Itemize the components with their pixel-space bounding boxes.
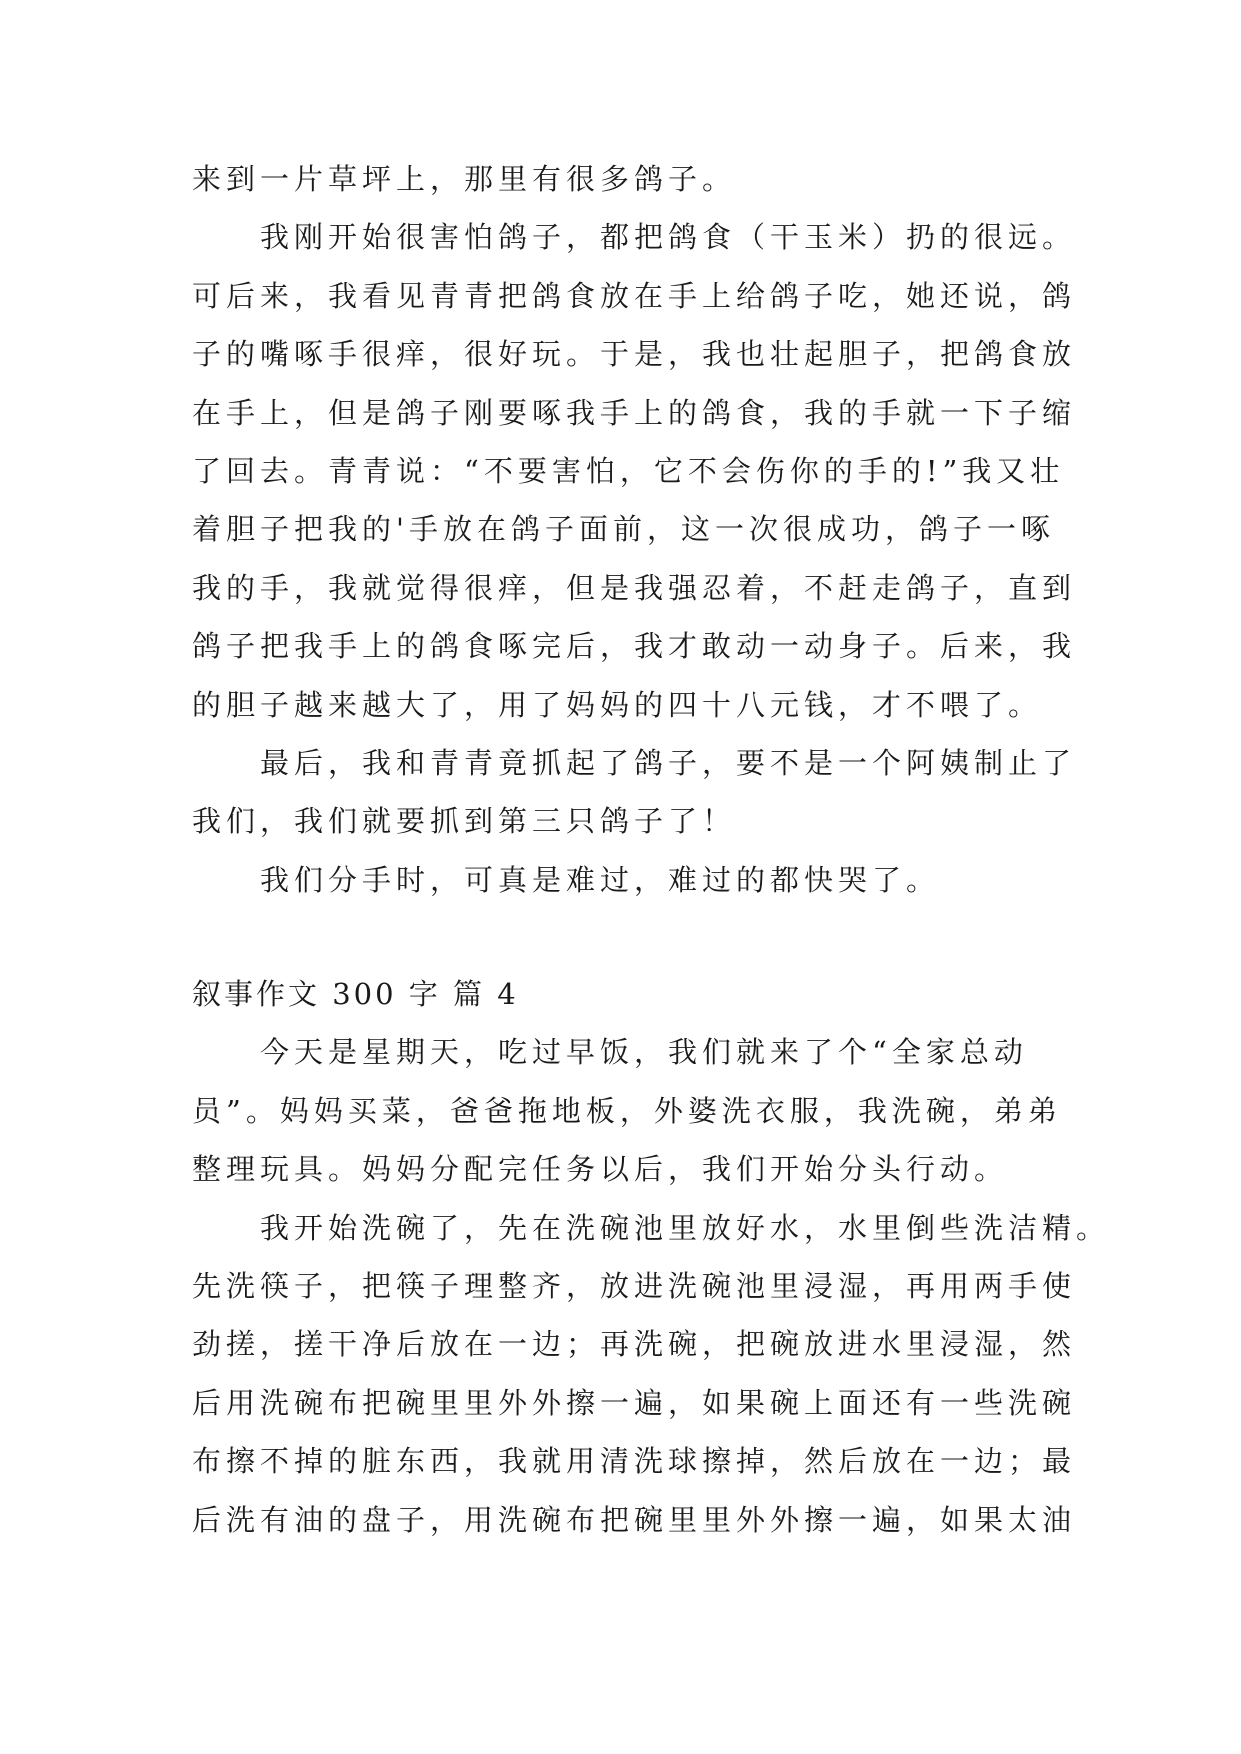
paragraph-start-line: 我们分手时，可真是难过，难过的都快哭了。 [260,862,941,897]
section-gap [192,909,1054,965]
text-line: 了回去。青青说：“不要害怕，它不会伤你的手的!”我又壮 [192,453,1065,488]
paragraph-start-line: 最后，我和青青竟抓起了鸽子，要不是一个阿姨制止了 [260,745,1077,780]
text-line: 劲搓，搓干净后放在一边；再洗碗，把碗放进水里浸湿，然 [192,1327,1077,1362]
text-line: 布擦不掉的脏东西，我就用清洗球擦掉，然后放在一边；最 [192,1444,1077,1479]
text-line: 的胆子越来越大了，用了妈妈的四十八元钱，才不喂了。 [192,687,1043,722]
text-line: 先洗筷子，把筷子理整齐，放进洗碗池里浸湿，再用两手使 [192,1269,1077,1304]
story-section-4 [192,965,1111,1549]
paragraph-start-line: 今天是星期天，吃过早饭，我们就来了个“全家总动 [260,1035,1028,1070]
text-line: 在手上，但是鸽子刚要啄我手上的鸽食，我的手就一下子缩 [192,395,1077,430]
text-line: 我的手，我就觉得很痒，但是我强忍着，不赶走鸽子，直到 [192,570,1077,605]
document-page [192,150,1111,1549]
text-line: 着胆子把我的'手放在鸽子面前，这一次很成功，鸽子一啄 [192,512,1055,547]
text-line: 我们，我们就要抓到第三只鸽子了！ [192,804,737,839]
text-line: 整理玩具。妈妈分配完任务以后，我们开始分头行动。 [192,1152,1009,1187]
text-line: 后洗有油的盘子，用洗碗布把碗里里外外擦一遍，如果太油 [192,1502,1077,1537]
text-line: 来到一片草坪上，那里有很多鸽子。 [192,162,737,196]
text-line: 鸽子把我手上的鸽食啄完后，我才敢动一动身子。后来，我 [192,629,1077,664]
text-line: 可后来，我看见青青把鸽食放在手上给鸽子吃，她还说，鸽 [192,278,1077,313]
text-line: 后用洗碗布把碗里里外外擦一遍，如果碗上面还有一些洗碗 [192,1385,1077,1420]
paragraph-start-line: 我开始洗碗了，先在洗碗池里放好水，水里倒些洗洁精。 [260,1210,1111,1245]
section-heading: 叙事作文 300 字 篇 4 [192,977,519,1012]
text-line: 员”。妈妈买菜，爸爸拖地板，外婆洗衣服，我洗碗，弟弟 [192,1093,1062,1128]
text-line: 子的嘴啄手很痒，很好玩。于是，我也壮起胆子，把鸽食放 [192,337,1077,372]
paragraph-start-line: 我刚开始很害怕鸽子，都把鸽食（干玉米）扔的很远。 [260,220,1077,255]
story-section-continued [192,150,1077,909]
